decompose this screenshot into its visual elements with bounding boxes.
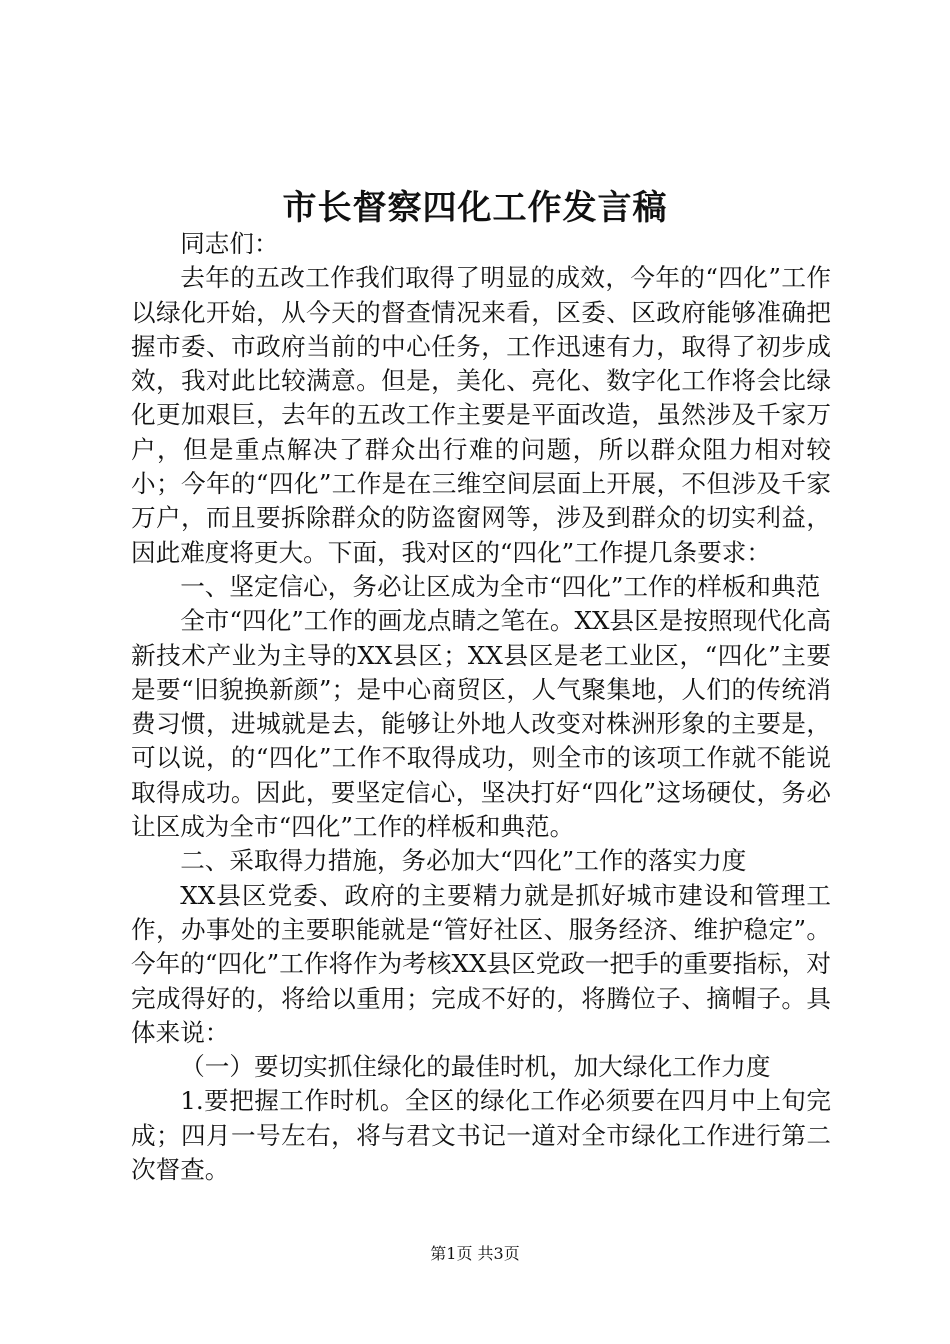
page-footer: 第1页 共3页 xyxy=(430,1244,520,1263)
document-title: 市长督察四化工作发言稿 xyxy=(282,188,668,228)
paragraph-item-1: 1.要把握工作时机。全区的绿化工作必须要在四月中上旬完成；四月一号左右，将与君文书记一道对全市绿化工作进行第二次督查。 xyxy=(131,1086,831,1185)
subsection-heading-1: （一）要切实抓住绿化的最佳时机，加大绿化工作力度 xyxy=(180,1052,771,1082)
document-body xyxy=(131,227,831,1187)
section-heading-2: 二、采取得力措施，务必加大“四化”工作的落实力度 xyxy=(180,846,747,876)
paragraph-section-2: XX县区党委、政府的主要精力就是抓好城市建设和管理工作，办事处的主要职能就是“管好社区、服务经济、维护稳定”。今年的“四化”工作将作为考核XX县区党政一把手的重要指标，对完成得好的，将给以重用；完成不好的，将腾位子、摘帽子。具体来说： xyxy=(131,880,831,1047)
paragraph-intro: 去年的五改工作我们取得了明显的成效，今年的“四化”工作以绿化开始，从今天的督查情况来看，区委、区政府能够准确把握市委、市政府当前的中心任务，工作迅速有力，取得了初步成效，我对此比较满意。但是，美化、亮化、数字化工作将会比绿化更加艰巨，去年的五改工作主要是平面改造，虽然涉及千家万户，但是重点解决了群众出行难的问题，所以群众阻力相对较小；今年的“四化”工作是在三维空间层面上开展，不但涉及千家万户，而且要拆除群众的防盗窗网等，涉及到群众的切实利益，因此难度将更大。下面，我对区的“四化”工作提几条要求： xyxy=(131,263,831,567)
section-heading-1: 一、坚定信心，务必让区成为全市“四化”工作的样板和典范 xyxy=(180,571,821,601)
salutation: 同志们： xyxy=(180,229,279,258)
paragraph-section-1: 全市“四化”工作的画龙点睛之笔在。XX县区是按照现代化高新技术产业为主导的XX县区；XX县区是老工业区，“四化”主要是要“旧貌换新颜”；是中心商贸区，人气聚集地，人们的传统消费习惯，进城就是去，能够让外地人改变对株洲形象的主要是，可以说，的“四化”工作不取得成功，则全市的该项工作就不能说取得成功。因此，要坚定信心，坚决打好“四化”这场硬仗，务必让区成为全市“四化”工作的样板和典范。 xyxy=(131,606,831,842)
